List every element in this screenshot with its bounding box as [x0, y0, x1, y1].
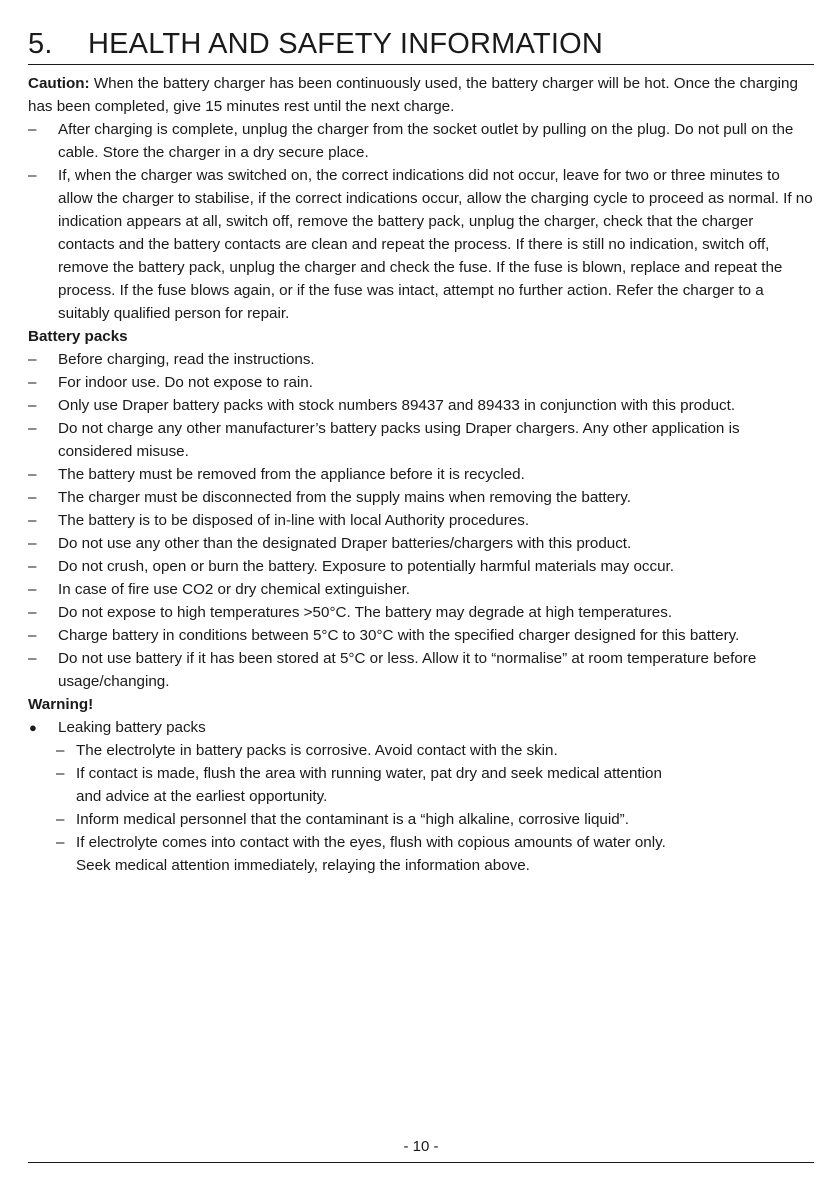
list-item	[28, 348, 814, 371]
dash-marker: –	[28, 535, 37, 552]
dash-marker: –	[28, 650, 37, 667]
dash-marker: –	[28, 374, 37, 391]
dash-marker: –	[28, 397, 37, 414]
list-item-text: The charger must be disconnected from the supply mains when removing the battery.	[58, 489, 631, 506]
bullet-icon: ●	[29, 720, 37, 735]
dash-marker: –	[28, 581, 37, 598]
dash-marker: –	[56, 811, 65, 828]
battery-packs-heading: Battery packs	[28, 328, 128, 345]
list-item	[28, 624, 814, 647]
warning-heading: Warning!	[28, 696, 94, 713]
list-item	[28, 417, 814, 463]
list-item-text: The battery is to be disposed of in-line with local Authority procedures.	[58, 512, 530, 529]
page-number: - 10 -	[403, 1138, 439, 1155]
caution-label: Caution:	[28, 75, 90, 92]
list-item-text: Do not expose to high temperatures >50°C. The battery may degrade at high temperatures.	[58, 604, 673, 621]
sub-list-item	[28, 739, 814, 762]
list-item	[28, 486, 814, 509]
list-item-text: In case of fire use CO2 or dry chemical extinguisher.	[58, 581, 411, 598]
bullet-item-text: Leaking battery packs	[58, 719, 206, 736]
manual-page	[28, 0, 814, 1192]
list-item	[28, 509, 814, 532]
list-item	[28, 164, 814, 325]
bullet-item	[28, 716, 814, 739]
list-item	[28, 463, 814, 486]
section-number: 5.	[28, 28, 53, 60]
dash-marker: –	[28, 121, 37, 138]
section-heading	[28, 22, 814, 65]
list-item-text: If, when the charger was switched on, the correct indications did not occur, leave for two or three minutes to allow the charger to stabilise, if the correct indications occur, allow the charging cycle to proceed as normal. If no indication appears at all, switch off, remove the battery pack, unplug the charger, check that the charger contacts and the battery contacts are clean and repeat the process. If there is still no indication, switch off, remove the battery pack, unplug the charger and check the fuse. If the fuse is blown, replace and repeat the process. If the fuse blows again, or if the fuse was intact, attempt no further action. Refer the charger to a suitably qualified person for repair.	[58, 167, 813, 322]
list-item-text: Before charging, read the instructions.	[58, 351, 315, 368]
section-body	[28, 72, 814, 877]
list-item-text: Do not use battery if it has been stored at 5°C or less. Allow it to “normalise” at room temperature before usage/changing.	[58, 650, 757, 690]
list-item	[28, 371, 814, 394]
list-item	[28, 118, 814, 164]
sub-list-item	[28, 808, 814, 831]
dash-marker: –	[28, 489, 37, 506]
list-item	[28, 555, 814, 578]
dash-marker: –	[28, 558, 37, 575]
list-item-text: For indoor use. Do not expose to rain.	[58, 374, 313, 391]
dash-marker: –	[28, 627, 37, 644]
dash-marker: –	[28, 351, 37, 368]
list-item-text: Charge battery in conditions between 5°C to 30°C with the specified charger designed for this battery.	[58, 627, 740, 644]
list-item-text: Only use Draper battery packs with stock numbers 89437 and 89433 in conjunction with this product.	[58, 397, 736, 414]
dash-marker: –	[56, 742, 65, 759]
dash-marker: –	[28, 167, 37, 184]
list-item-text: Do not crush, open or burn the battery. Exposure to potentially harmful materials may occur.	[58, 558, 674, 575]
sub-list-item-text: Inform medical personnel that the contaminant is a “high alkaline, corrosive liquid”.	[76, 811, 629, 828]
section-title: HEALTH AND SAFETY INFORMATION	[88, 28, 603, 60]
sub-list-item	[28, 762, 814, 808]
sub-list-item-text: If electrolyte comes into contact with the eyes, flush with copious amounts of water only. Seek medical attention immediately, relaying the information above.	[76, 834, 666, 874]
caution-paragraph	[28, 72, 814, 118]
dash-marker: –	[56, 834, 65, 851]
dash-marker: –	[28, 420, 37, 437]
sub-list-item-text: If contact is made, flush the area with running water, pat dry and seek medical attention and advice at the earliest opportunity.	[76, 765, 662, 805]
sub-list-item	[28, 831, 814, 877]
list-item-text: The battery must be removed from the appliance before it is recycled.	[58, 466, 525, 483]
list-item	[28, 532, 814, 555]
list-item	[28, 578, 814, 601]
list-item-text: Do not charge any other manufacturer’s battery packs using Draper chargers. Any other application is considered misuse.	[58, 420, 740, 460]
list-item-text: Do not use any other than the designated Draper batteries/chargers with this product.	[58, 535, 632, 552]
dash-marker: –	[56, 765, 65, 782]
dash-marker: –	[28, 604, 37, 621]
sub-list-item-text: The electrolyte in battery packs is corrosive. Avoid contact with the skin.	[76, 742, 558, 759]
caution-text: When the battery charger has been continuously used, the battery charger will be hot. Once the charging has been completed, give 15 minutes rest until the next charge.	[28, 75, 798, 115]
footer-divider	[28, 1162, 814, 1163]
list-item	[28, 601, 814, 624]
list-item-text: After charging is complete, unplug the charger from the socket outlet by pulling on the plug. Do not pull on the cable. Store the charger in a dry secure place.	[58, 121, 794, 161]
dash-marker: –	[28, 512, 37, 529]
dash-marker: –	[28, 466, 37, 483]
list-item	[28, 647, 814, 693]
list-item	[28, 394, 814, 417]
